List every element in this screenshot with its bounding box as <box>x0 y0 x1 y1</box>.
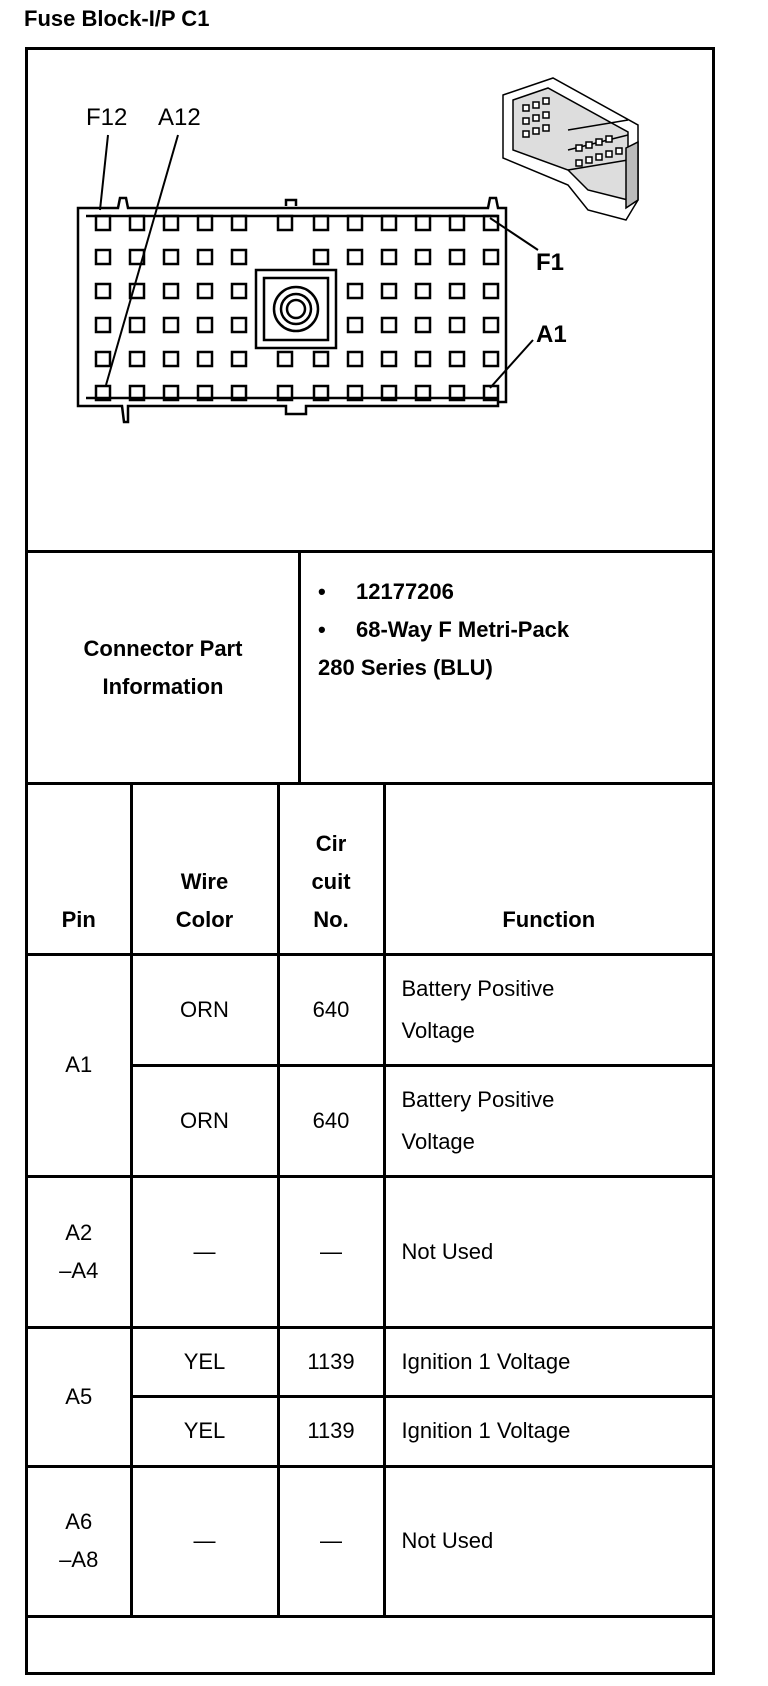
terminal-cavity <box>450 284 464 298</box>
callout-a12: A12 <box>158 104 201 131</box>
function-cell: Ignition 1 Voltage <box>384 1327 712 1396</box>
terminal-cavity <box>348 284 362 298</box>
pin-cell: A1 <box>28 954 131 1176</box>
function-cell: Ignition 1 Voltage <box>384 1396 712 1466</box>
connector-document <box>25 47 715 1675</box>
callout-f12: F12 <box>86 104 128 131</box>
connector-description: • 68-Way F Metri-Pack <box>318 611 569 649</box>
terminal-cavity <box>278 216 292 230</box>
terminal-cavity <box>164 352 178 366</box>
terminal-cavity <box>450 318 464 332</box>
terminal-cavity <box>416 318 430 332</box>
terminal-cavity <box>198 250 212 264</box>
connector-info-details <box>318 573 569 687</box>
terminal-cavity <box>278 352 292 366</box>
circuit-cell: 1139 <box>278 1396 384 1466</box>
page-title: Fuse Block-I/P C1 <box>24 6 210 31</box>
info-label-line2: Information <box>102 673 224 699</box>
terminal-cavity <box>164 284 178 298</box>
terminal-cavity <box>314 250 328 264</box>
terminal-cavity <box>198 352 212 366</box>
connector-series: 280 Series (BLU) <box>318 655 493 680</box>
connector-3d-icon <box>503 78 638 220</box>
terminal-cavity <box>130 216 144 230</box>
pin-cell: A2 –A4 <box>28 1176 131 1327</box>
terminal-cavity <box>382 250 396 264</box>
connector-info-label <box>28 553 301 782</box>
terminal-cavity <box>450 250 464 264</box>
circuit-cell: 640 <box>278 1065 384 1176</box>
terminal-cavity <box>232 284 246 298</box>
terminal-cavity <box>382 284 396 298</box>
terminal-cavity <box>232 216 246 230</box>
circuit-cell: 640 <box>278 954 384 1065</box>
terminal-cavity <box>96 352 110 366</box>
header-circuit: Cir cuit No. <box>278 782 384 954</box>
terminal-cavity <box>484 284 498 298</box>
terminal-cavity <box>416 216 430 230</box>
terminal-cavity <box>232 352 246 366</box>
terminal-cavity <box>484 318 498 332</box>
terminal-cavity <box>450 216 464 230</box>
table-header-row <box>28 782 712 954</box>
wire-color-cell: — <box>131 1466 278 1616</box>
wire-color-cell: YEL <box>131 1327 278 1396</box>
terminal-cavity <box>416 284 430 298</box>
terminal-cavity <box>164 216 178 230</box>
part-number: • 12177206 <box>318 573 569 611</box>
terminal-cavity <box>382 216 396 230</box>
terminal-cavity <box>232 250 246 264</box>
table-row <box>28 1065 712 1176</box>
terminal-cavity <box>198 216 212 230</box>
callout-f1: F1 <box>536 249 565 276</box>
table-row <box>28 954 712 1065</box>
wire-color-cell: ORN <box>131 1065 278 1176</box>
connector-face-drawing <box>28 50 712 550</box>
terminal-cavity <box>382 352 396 366</box>
terminal-cavity <box>314 352 328 366</box>
terminal-cavity <box>382 318 396 332</box>
pin-cell: A6 –A8 <box>28 1466 131 1616</box>
wire-color-cell: ORN <box>131 954 278 1065</box>
circuit-cell: — <box>278 1176 384 1327</box>
terminal-cavity <box>96 318 110 332</box>
header-wire-color: Wire Color <box>131 782 278 954</box>
terminal-cavity <box>96 216 110 230</box>
pin-cell: A5 <box>28 1327 131 1466</box>
terminal-cavity <box>164 250 178 264</box>
callout-a1: A1 <box>536 321 567 348</box>
terminal-cavity <box>348 216 362 230</box>
terminal-cavity <box>96 250 110 264</box>
terminal-cavity <box>130 318 144 332</box>
info-label-line1: Connector Part <box>83 635 243 661</box>
terminal-cavity <box>348 250 362 264</box>
terminal-cavity <box>484 352 498 366</box>
wire-color-cell: YEL <box>131 1396 278 1466</box>
circuit-cell: — <box>278 1466 384 1616</box>
terminal-cavity <box>416 250 430 264</box>
terminal-cavity <box>130 352 144 366</box>
terminal-cavity <box>198 318 212 332</box>
terminal-cavity <box>198 284 212 298</box>
terminal-cavity <box>348 318 362 332</box>
header-pin: Pin <box>28 782 131 954</box>
table-row <box>28 1466 712 1616</box>
terminal-cavity <box>484 250 498 264</box>
connector-part-info <box>28 553 712 785</box>
connector-diagram <box>28 50 712 553</box>
wire-color-cell: — <box>131 1176 278 1327</box>
table-row <box>28 1396 712 1466</box>
table-row <box>28 1327 712 1396</box>
terminal-cavity <box>96 284 110 298</box>
terminal-cavity <box>232 318 246 332</box>
function-cell: Battery Positive Voltage <box>384 954 712 1065</box>
function-cell: Not Used <box>384 1176 712 1327</box>
function-cell: Battery Positive Voltage <box>384 1065 712 1176</box>
pinout-table <box>28 782 712 1618</box>
terminal-cavity <box>416 352 430 366</box>
header-function: Function <box>384 782 712 954</box>
terminal-cavity <box>348 352 362 366</box>
circuit-cell: 1139 <box>278 1327 384 1396</box>
terminal-cavity <box>450 352 464 366</box>
terminal-cavity <box>314 216 328 230</box>
table-row <box>28 1176 712 1327</box>
function-cell: Not Used <box>384 1466 712 1616</box>
terminal-cavity <box>164 318 178 332</box>
